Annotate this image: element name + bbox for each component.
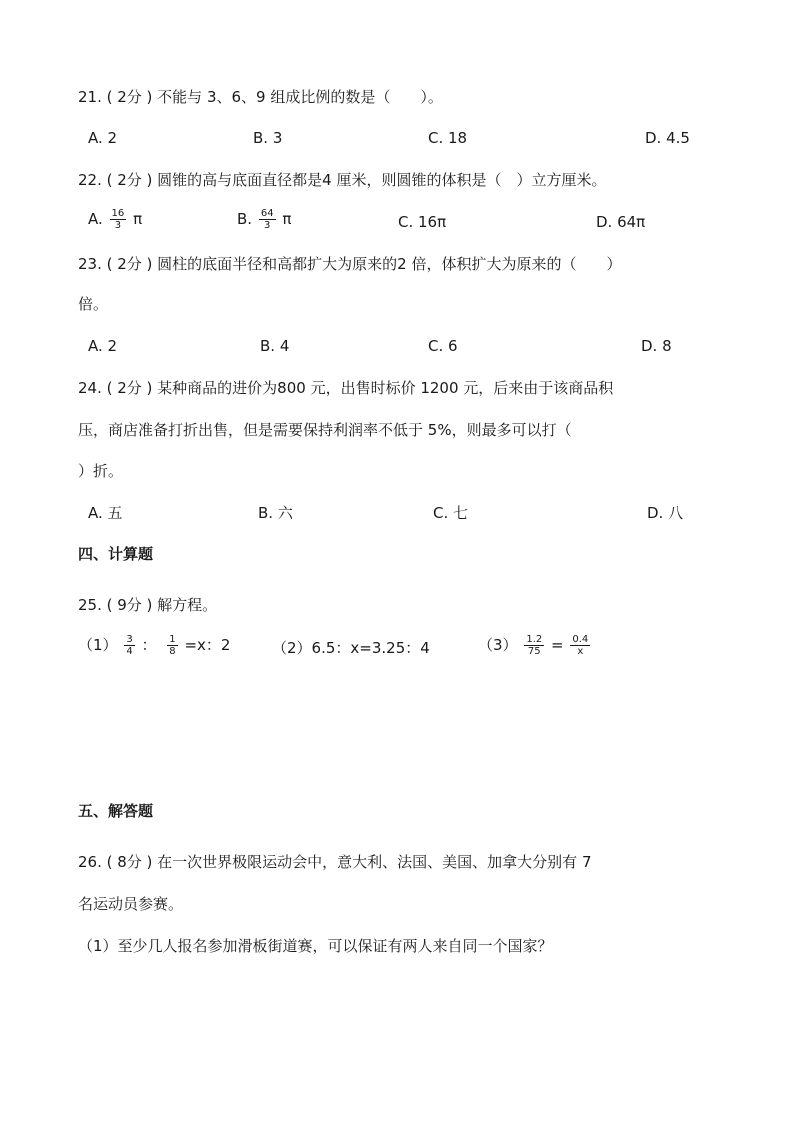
q22-option-a xyxy=(88,208,142,231)
fraction xyxy=(124,634,134,657)
question-23-text-line1: 23. ( 2分 ) 圆柱的底面半径和高都扩大为原来的2 倍，体积扩大为原来的（ ） xyxy=(78,255,622,273)
ratio-colon: ： xyxy=(141,636,157,654)
question-23-text-line2: 倍。 xyxy=(78,295,109,313)
equals-sign: = xyxy=(551,636,564,654)
fraction-numerator: 64 xyxy=(260,208,274,219)
q25-part-2: （2）6.5：x=3.25：4 xyxy=(272,639,430,657)
question-24-text-line1: 24. ( 2分 ) 某种商品的进价为800 元，出售时标价 1200 元，后来由于该商品积 xyxy=(78,379,614,397)
q22-option-b-prefix: B. xyxy=(237,210,253,228)
q22-option-b-fraction xyxy=(259,208,276,231)
question-25-text: 25. ( 9分 ) 解方程。 xyxy=(78,596,218,614)
fraction xyxy=(167,634,177,657)
fraction-denominator: 3 xyxy=(114,220,122,231)
fraction-denominator: 3 xyxy=(264,220,271,231)
question-26-text-line2: 名运动员参赛。 xyxy=(78,895,184,913)
q22-option-d: D. 64π xyxy=(596,213,646,231)
fraction-numerator: 3 xyxy=(126,634,133,645)
q24-option-d: D. 八 xyxy=(647,504,684,522)
q25-part-1 xyxy=(78,634,230,657)
question-24-text-line3: ）折。 xyxy=(78,462,124,480)
q23-option-d: D. 8 xyxy=(641,337,672,355)
question-26-subquestion-1: （1）至少几人报名参加滑板街道赛，可以保证有两人来自同一个国家？ xyxy=(78,937,553,955)
fraction-numerator: 1 xyxy=(169,634,176,645)
question-22-text: 22. ( 2分 ) 圆锥的高与底面直径都是4 厘米，则圆锥的体积是（ ）立方厘米。 xyxy=(78,171,607,189)
fraction-numerator: 1.2 xyxy=(526,634,543,645)
fraction-numerator: 16 xyxy=(111,208,125,219)
q24-option-b: B. 六 xyxy=(258,504,293,522)
question-26-text-line1: 26. ( 8分 ) 在一次世界极限运动会中，意大利、法国、美国、加拿大分别有 7 xyxy=(78,853,592,871)
q23-option-a: A. 2 xyxy=(88,337,118,355)
part-label: （3） xyxy=(478,636,518,654)
q22-option-a-prefix: A. xyxy=(88,210,103,228)
section-4-heading: 四、计算题 xyxy=(78,545,154,563)
q23-option-c: C. 6 xyxy=(428,337,458,355)
q22-option-b xyxy=(237,208,291,231)
q21-option-b: B. 3 xyxy=(253,129,283,147)
q22-option-a-fraction xyxy=(110,208,127,231)
q24-option-c: C. 七 xyxy=(433,504,469,522)
pi-symbol: π xyxy=(282,210,292,228)
q21-option-a: A. 2 xyxy=(88,129,118,147)
fraction-denominator: 75 xyxy=(527,646,541,657)
fraction-denominator: 8 xyxy=(169,646,176,657)
fraction xyxy=(524,634,544,657)
q25-part-3 xyxy=(478,634,592,657)
q21-option-c: C. 18 xyxy=(428,129,468,147)
section-5-heading: 五、解答题 xyxy=(78,802,154,820)
q24-option-a: A. 五 xyxy=(88,504,123,522)
fraction xyxy=(570,634,590,657)
q23-option-b: B. 4 xyxy=(260,337,290,355)
q22-option-c: C. 16π xyxy=(398,213,447,231)
fraction-numerator: 0.4 xyxy=(572,634,589,645)
part-label: （1） xyxy=(78,636,118,654)
question-24-text-line2: 压，商店准备打折出售，但是需要保持利润率不低于 5%，则最多可以打（ xyxy=(78,421,572,439)
fraction-denominator: 4 xyxy=(126,646,133,657)
question-21-text: 21. ( 2分 ) 不能与 3、6、9 组成比例的数是（ ）。 xyxy=(78,88,443,106)
equation-rest: =x：2 xyxy=(184,636,231,654)
pi-symbol: π xyxy=(133,210,143,228)
q21-option-d: D. 4.5 xyxy=(645,129,690,147)
fraction-denominator: x xyxy=(577,646,584,657)
